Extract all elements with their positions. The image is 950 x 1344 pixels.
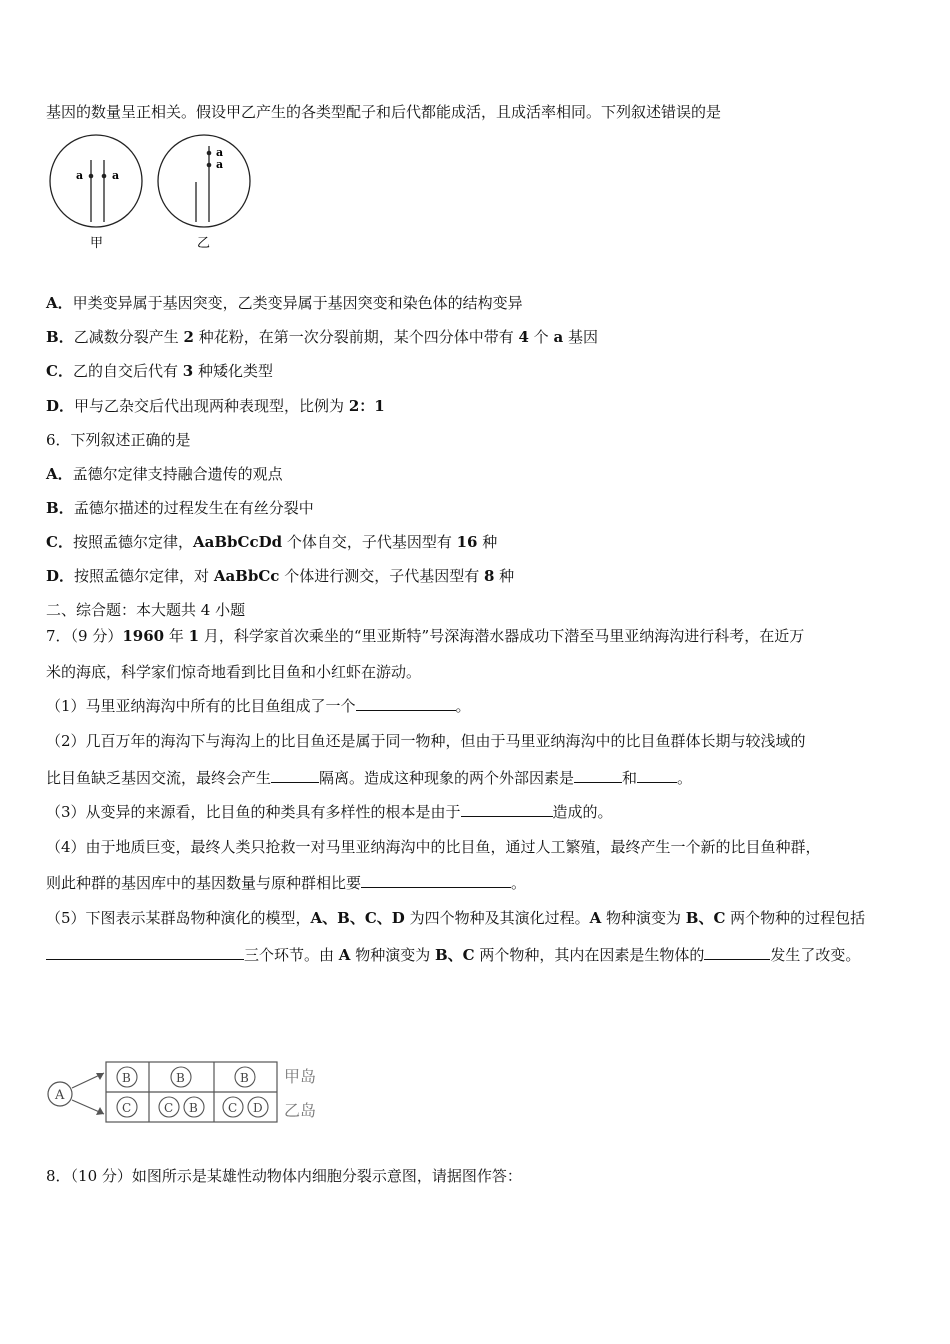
- bottom-cell-1: C: [122, 1101, 132, 1115]
- option-5d: D．甲与乙杂交后代出现两种表现型，比例为 2：1: [46, 397, 385, 415]
- top-cell-1: B: [122, 1071, 131, 1085]
- question-7-part5-line2: 三个环节。由 A 物种演变为 B、C 两个物种，其内在因素是生物体的 发生了改变。: [46, 945, 860, 965]
- island-evolution-figure: [46, 1058, 336, 1130]
- answer-blank-4[interactable]: [637, 768, 677, 783]
- gene-label-a-second: a: [216, 158, 224, 171]
- question-8-stem: 8．（10 分）如图所示是某雄性动物体内细胞分裂示意图，请据图作答：: [46, 1167, 522, 1185]
- intro-line: 基因的数量呈正相关。假设甲乙产生的各类型配子和后代都能成活，且成活率相同。下列叙述错误的是: [46, 103, 722, 121]
- option-6c: C．按照孟德尔定律，AaBbCcDd 个体自交，子代基因型有 16 种: [46, 533, 498, 551]
- option-5c: C．乙的自交后代有 3 种矮化类型: [46, 362, 273, 380]
- section-heading: 二、综合题：本大题共 4 小题: [46, 601, 246, 619]
- species-a: A: [55, 1088, 65, 1103]
- question-7-part3: （3）从变异的来源看，比目鱼的种类具有多样性的根本是由于 造成的。: [46, 803, 613, 821]
- question-6-stem: 6．下列叙述正确的是: [46, 431, 191, 449]
- answer-blank-7[interactable]: [46, 945, 244, 960]
- gene-label-a-top: a: [216, 146, 224, 159]
- island-jia-label: 甲岛: [284, 1067, 317, 1086]
- gene-label-a-right: a: [112, 169, 120, 182]
- question-7-part5-line1: （5）下图表示某群岛物种演化的模型，A、B、C、D 为四个物种及其演化过程。A 物种演变为 B、C 两个物种的过程包括: [46, 909, 866, 927]
- question-7-part2-line2: 比目鱼缺乏基因交流，最终会产生 隔离。造成这种现象的两个外部因素是 和 。: [46, 769, 693, 787]
- top-cell-2: B: [176, 1071, 185, 1085]
- option-6d: D．按照孟德尔定律，对 AaBbCc 个体进行测交，子代基因型有 8 种: [46, 567, 515, 585]
- question-7-part4-line1: （4）由于地质巨变，最终人类只抢救一对马里亚纳海沟中的比目鱼，通过人工繁殖，最终产生一个新的比目鱼种群，: [46, 838, 821, 856]
- top-cell-3: B: [240, 1071, 249, 1085]
- bottom-cell-3a: C: [228, 1101, 238, 1115]
- island-yi-label: 乙岛: [284, 1101, 317, 1120]
- answer-blank-6[interactable]: [361, 873, 511, 888]
- label-jia: 甲: [90, 236, 104, 251]
- question-7-head: 7．（9 分）1960 年 1 月，科学家首次乘坐的“里亚斯特”号深海潜水器成功下潜至马里亚纳海沟进行科考，在近万: [46, 627, 805, 645]
- option-6b: B．孟德尔描述的过程发生在有丝分裂中: [46, 499, 314, 517]
- option-5b: B．乙减数分裂产生 2 种花粉，在第一次分裂前期，某个四分体中带有 4 个 a 基因: [46, 328, 598, 346]
- bottom-cell-2b: B: [189, 1101, 198, 1115]
- answer-blank-5[interactable]: [461, 802, 553, 817]
- answer-blank-2[interactable]: [271, 768, 319, 783]
- answer-blank-1[interactable]: [356, 696, 456, 711]
- question-7-part2-line1: （2）几百万年的海沟下与海沟上的比目鱼还是属于同一物种，但由于马里亚纳海沟中的比目鱼群体长期与较浅域的: [46, 732, 806, 750]
- bottom-cell-2a: C: [164, 1101, 174, 1115]
- answer-blank-3[interactable]: [574, 768, 622, 783]
- gene-label-a-left: a: [76, 169, 84, 182]
- label-yi: 乙: [197, 236, 211, 251]
- question-7-part4-line2: 则此种群的基因库中的基因数量与原种群相比要 。: [46, 874, 527, 892]
- option-5a: A．甲类变异属于基因突变，乙类变异属于基因突变和染色体的结构变异: [46, 294, 523, 312]
- option-6a: A．孟德尔定律支持融合遗传的观点: [46, 465, 283, 483]
- bottom-cell-3b: D: [253, 1101, 263, 1115]
- cell-yi: [158, 135, 250, 227]
- cell-jia: [50, 135, 142, 227]
- answer-blank-8[interactable]: [704, 945, 770, 960]
- question-7-part1: （1）马里亚纳海沟中所有的比目鱼组成了一个 。: [46, 697, 471, 715]
- cell-figure: [46, 134, 256, 254]
- question-7-head-line2: 米的海底，科学家们惊奇地看到比目鱼和小红虾在游动。: [46, 663, 422, 681]
